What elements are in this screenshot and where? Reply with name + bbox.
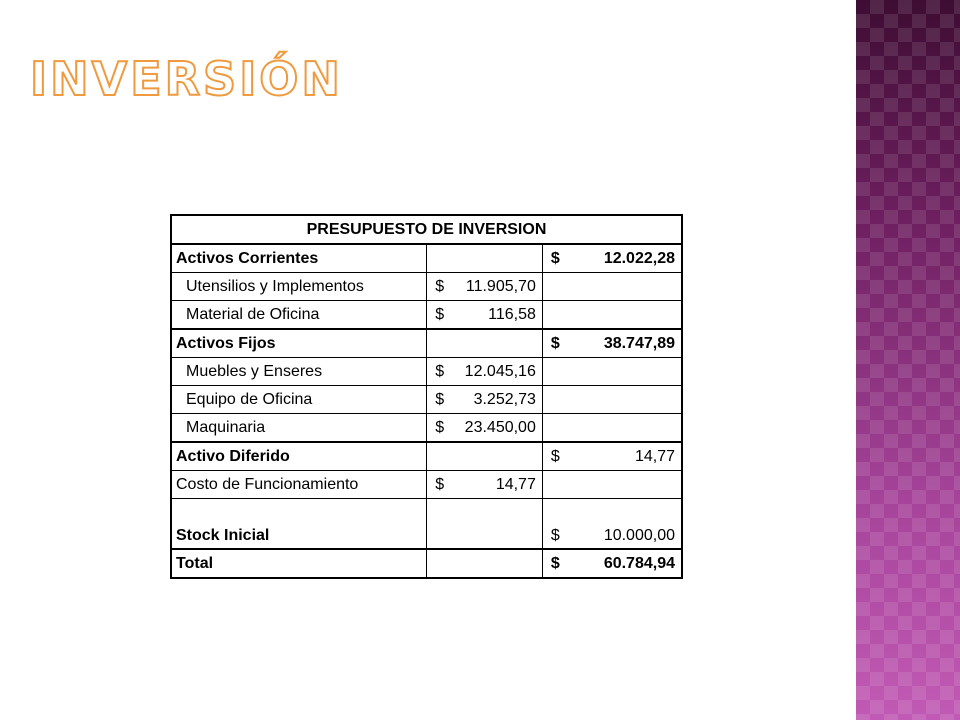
- row-detail: [427, 414, 543, 443]
- decorative-side-panel: [856, 0, 960, 720]
- table-row: [171, 358, 682, 386]
- row-total: [542, 499, 682, 550]
- currency-symbol: $: [435, 475, 445, 493]
- row-detail-value: 12.045,16: [464, 362, 536, 380]
- row-total: [542, 273, 682, 301]
- row-label: Activos Corrientes: [171, 244, 427, 273]
- slide-title: INVERSIÓN: [30, 52, 343, 106]
- row-detail: [427, 301, 543, 330]
- table-row: [171, 471, 682, 499]
- currency-symbol: $: [550, 447, 560, 465]
- row-detail-value: 116,58: [488, 305, 536, 323]
- row-label: Equipo de Oficina: [171, 386, 427, 414]
- row-detail-value: 14,77: [495, 475, 536, 493]
- row-detail: [427, 471, 543, 499]
- currency-symbol: $: [435, 418, 445, 436]
- table-heading: PRESUPUESTO DE INVERSION: [171, 215, 682, 244]
- row-detail: [427, 244, 543, 273]
- row-total-value: 12.022,28: [603, 249, 675, 267]
- row-label: Muebles y Enseres: [171, 358, 427, 386]
- currency-symbol: $: [550, 334, 560, 352]
- row-label: Activo Diferido: [171, 442, 427, 471]
- row-detail: [427, 549, 543, 578]
- currency-symbol: $: [435, 277, 445, 295]
- currency-symbol: $: [435, 390, 445, 408]
- row-detail-value: 3.252,73: [473, 390, 536, 408]
- row-total: [542, 549, 682, 578]
- row-detail: [427, 442, 543, 471]
- currency-symbol: $: [435, 362, 445, 380]
- row-detail-value: 23.450,00: [464, 418, 536, 436]
- row-total: [542, 358, 682, 386]
- currency-symbol: $: [435, 305, 445, 323]
- row-label: Costo de Funcionamiento: [171, 471, 427, 499]
- table-row: [171, 442, 682, 471]
- currency-symbol: $: [550, 527, 560, 544]
- row-detail: [427, 273, 543, 301]
- currency-symbol: $: [550, 249, 560, 267]
- row-total-value: 10.000,00: [603, 527, 675, 544]
- row-total: [542, 442, 682, 471]
- row-detail: [427, 358, 543, 386]
- row-label: Material de Oficina: [171, 301, 427, 330]
- row-detail-value: 11.905,70: [465, 277, 536, 295]
- row-detail: [427, 329, 543, 358]
- currency-symbol: $: [550, 554, 560, 572]
- row-total: [542, 414, 682, 443]
- table-row: [171, 244, 682, 273]
- row-total: [542, 386, 682, 414]
- row-label: Total: [171, 549, 427, 578]
- table-row: [171, 386, 682, 414]
- row-label: Activos Fijos: [171, 329, 427, 358]
- row-label: Stock Inicial: [171, 499, 427, 550]
- table-row: [171, 301, 682, 330]
- row-total-value: 14,77: [634, 447, 675, 465]
- row-total-value: 60.784,94: [603, 554, 675, 572]
- row-total: [542, 301, 682, 330]
- row-total: [542, 471, 682, 499]
- row-total: [542, 244, 682, 273]
- row-total: [542, 329, 682, 358]
- row-label: Maquinaria: [171, 414, 427, 443]
- row-total-value: 38.747,89: [603, 334, 675, 352]
- row-label: Utensilios y Implementos: [171, 273, 427, 301]
- row-detail: [427, 386, 543, 414]
- table-row-total: [171, 549, 682, 578]
- row-detail: [427, 499, 543, 550]
- table-row: [171, 329, 682, 358]
- table-row: [171, 273, 682, 301]
- table-row: [171, 499, 682, 550]
- table-row: [171, 414, 682, 443]
- investment-budget-table: [170, 214, 683, 579]
